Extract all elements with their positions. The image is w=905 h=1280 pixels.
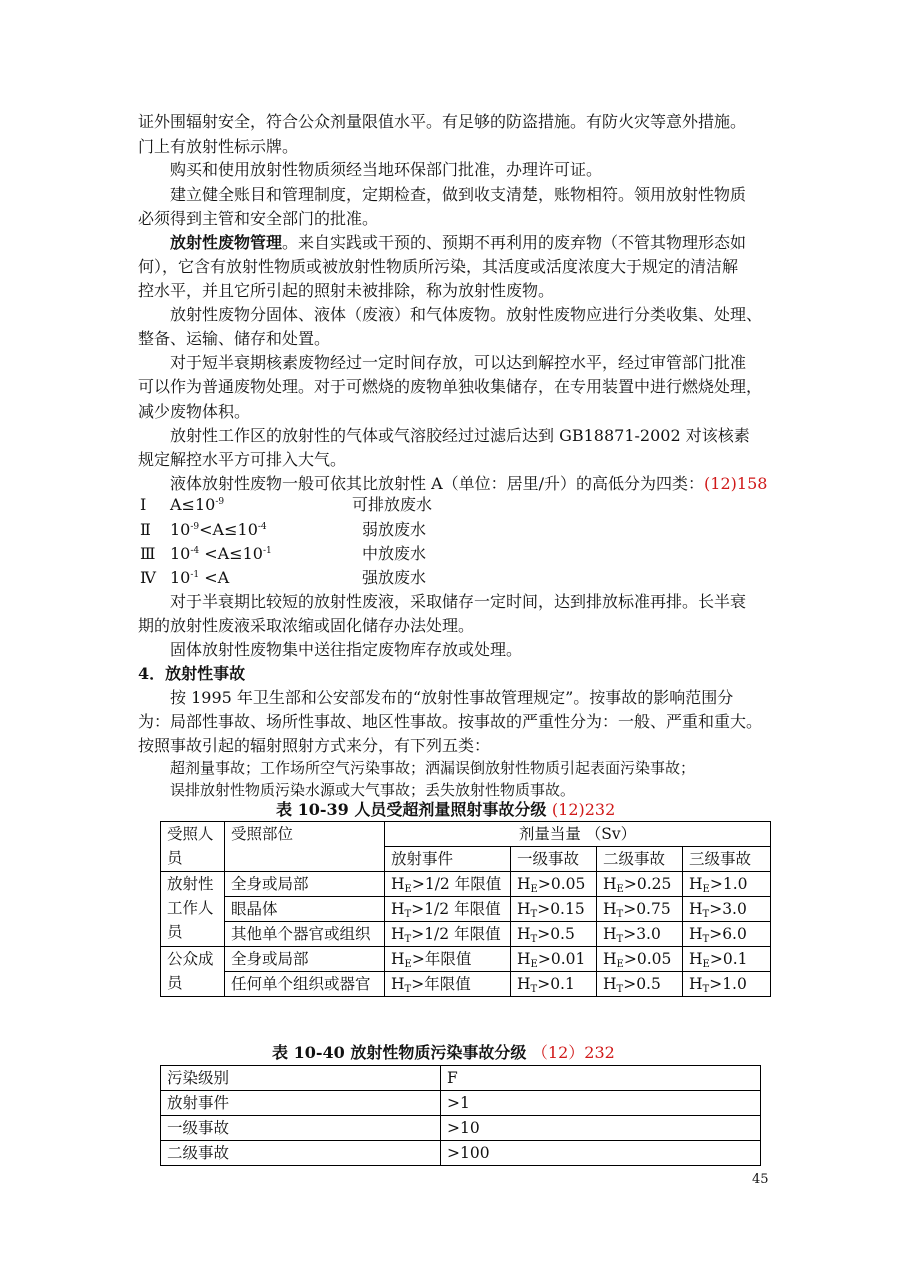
- value-cell: $H_T>1/2$ 年限值: [385, 922, 511, 947]
- class-range: $10^{-9}<A\le 10^{-4}$: [170, 520, 267, 539]
- paragraph-line: 证外围辐射安全，符合公众剂量限值水平。有足够的防盗措施。有防火灾等意外措施。: [138, 112, 747, 131]
- paragraph-line: 固体放射性废物集中送往指定废物库存放或处理。: [170, 640, 523, 659]
- header-col: 放射事件: [385, 847, 511, 872]
- paragraph-line: 何），它含有放射性物质或被放射性物质所污染，其活度或活度浓度大于规定的清洁解: [138, 257, 739, 276]
- value-cell: $H_E>0.1$: [683, 947, 771, 972]
- class-roman: Ⅳ: [140, 568, 156, 587]
- table-caption: 表 10-39 人员受超剂量照射事故分级 (12)232: [276, 800, 616, 819]
- paragraph-line: 规定解控水平方可排入大气。: [138, 450, 347, 469]
- term-radioactive-waste-management: 放射性废物管理: [170, 233, 283, 252]
- value-cell: $H_T>0.75$: [597, 897, 683, 922]
- header-col: 三级事故: [683, 847, 771, 872]
- class-label: 中放废水: [362, 544, 427, 563]
- value-cell: $H_E>0.25$: [597, 872, 683, 897]
- paragraph-line: 按 1995 年卫生部和公安部发布的“放射性事故管理规定”。按事故的影响范围分: [170, 688, 734, 707]
- value-cell: $H_T>1.0$: [683, 972, 771, 997]
- part-cell: 全身或局部: [225, 947, 385, 972]
- paragraph-line: 液体放射性废物一般可依其比放射性 A（单位：居里/升）的高低分为四类：(12)158: [170, 474, 768, 493]
- paragraph-line: 必须得到主管和安全部门的批准。: [138, 209, 379, 228]
- paragraph-line: 按照事故引起的辐射照射方式来分，有下列五类：: [138, 736, 491, 755]
- value-cell: >1: [441, 1091, 761, 1116]
- value-cell: $H_E>1/2$ 年限值: [385, 872, 511, 897]
- paragraph-line: 对于半衰期比较短的放射性废液，采取储存一定时间，达到排放标准再排。长半衰: [170, 592, 747, 611]
- value-cell: >100: [441, 1141, 761, 1166]
- class-label: 弱放废水: [362, 520, 427, 539]
- paragraph-line: 减少废物体积。: [138, 402, 251, 421]
- paragraph-line: 放射性废物管理。来自实践或干预的、预期不再利用的废弃物（不管其物理形态如: [170, 233, 747, 252]
- reference-mark: （12）232: [531, 1043, 615, 1062]
- paragraph-line: 放射性工作区的放射性的气体或气溶胶经过过滤后达到 GB18871-2002 对该核素: [170, 426, 750, 445]
- paragraph-line: 为：局部性事故、场所性事故、地区性事故。按事故的严重性分为：一般、严重和重大。: [138, 712, 763, 731]
- level-cell: 二级事故: [161, 1141, 441, 1166]
- overdose-accident-table: [160, 821, 771, 997]
- class-range: $A\le 10^{-9}$: [170, 495, 225, 514]
- class-label: 可排放废水: [352, 495, 433, 514]
- contamination-accident-table: [160, 1065, 761, 1166]
- paragraph-line: 购买和使用放射性物质须经当地环保部门批准，办理许可证。: [170, 160, 603, 179]
- value-cell: $H_T>3.0$: [683, 897, 771, 922]
- value-cell: F: [441, 1066, 761, 1091]
- part-cell: 任何单个组织或器官: [225, 972, 385, 997]
- paragraph-line: 误排放射性物质污染水源或大气事故；丢失放射性物质事故。: [170, 781, 576, 799]
- header-exposed-part: 受照部位: [225, 822, 385, 872]
- value-cell: $H_T>1/2$ 年限值: [385, 897, 511, 922]
- value-cell: $H_T>0.1$: [511, 972, 597, 997]
- paragraph-line: 整备、运输、储存和处置。: [138, 329, 331, 348]
- value-cell: $H_T>0.5$: [597, 972, 683, 997]
- class-range: $10^{-1} <A$: [170, 568, 230, 587]
- class-roman: Ⅰ: [140, 495, 147, 514]
- part-cell: 全身或局部: [225, 872, 385, 897]
- group-cell: 公众成员: [161, 947, 225, 997]
- value-cell: $H_E>$年限值: [385, 947, 511, 972]
- class-roman: Ⅱ: [140, 520, 151, 539]
- level-cell: 一级事故: [161, 1116, 441, 1141]
- value-cell: >10: [441, 1116, 761, 1141]
- paragraph-line: 建立健全账目和管理制度，定期检查，做到收支清楚，账物相符。领用放射性物质: [170, 185, 747, 204]
- level-cell: 放射事件: [161, 1091, 441, 1116]
- section-heading: 4．放射性事故: [138, 664, 246, 683]
- table-caption: 表 10-40 放射性物质污染事故分级 （12）232: [272, 1043, 615, 1062]
- value-cell: $H_T>$年限值: [385, 972, 511, 997]
- paragraph-line: 期的放射性废液采取浓缩或固化储存办法处理。: [138, 616, 475, 635]
- class-range: $10^{-4} <A\le 10^{-1}$: [170, 544, 272, 563]
- paragraph-line: 可以作为普通废物处理。对于可燃烧的废物单独收集储存，在专用装置中进行燃烧处理，: [138, 377, 763, 396]
- paragraph-line: 对于短半衰期核素废物经过一定时间存放，可以达到解控水平，经过审管部门批准: [170, 353, 747, 372]
- part-cell: 眼晶体: [225, 897, 385, 922]
- value-cell: $H_E>1.0$: [683, 872, 771, 897]
- paragraph-line: 门上有放射性标示牌。: [138, 137, 299, 156]
- page-number: 45: [752, 1172, 769, 1187]
- class-roman: Ⅲ: [140, 544, 156, 563]
- part-cell: 其他单个器官或组织: [225, 922, 385, 947]
- paragraph-line: 超剂量事故；工作场所空气污染事故；洒漏误倒放射性物质引起表面污染事故；: [170, 759, 696, 777]
- reference-mark: (12)158: [704, 474, 768, 493]
- value-cell: $H_T>3.0$: [597, 922, 683, 947]
- class-label: 强放废水: [362, 568, 427, 587]
- reference-mark: (12)232: [551, 800, 616, 819]
- paragraph-line: 控水平，并且它所引起的照射未被排除，称为放射性废物。: [138, 281, 555, 300]
- group-cell: 放射性工作人员: [161, 872, 225, 947]
- paragraph-line: 放射性废物分固体、液体（废液）和气体废物。放射性废物应进行分类收集、处理、: [170, 305, 763, 324]
- value-cell: $H_T>6.0$: [683, 922, 771, 947]
- value-cell: $H_T>0.15$: [511, 897, 597, 922]
- header-dose-equivalent: 剂量当量 （Sv）: [385, 822, 771, 847]
- value-cell: $H_E>0.05$: [511, 872, 597, 897]
- header-exposed-group: 受照人员: [161, 822, 225, 872]
- value-cell: $H_E>0.01$: [511, 947, 597, 972]
- value-cell: $H_T>0.5$: [511, 922, 597, 947]
- value-cell: $H_E>0.05$: [597, 947, 683, 972]
- level-cell: 污染级别: [161, 1066, 441, 1091]
- header-col: 一级事故: [511, 847, 597, 872]
- header-col: 二级事故: [597, 847, 683, 872]
